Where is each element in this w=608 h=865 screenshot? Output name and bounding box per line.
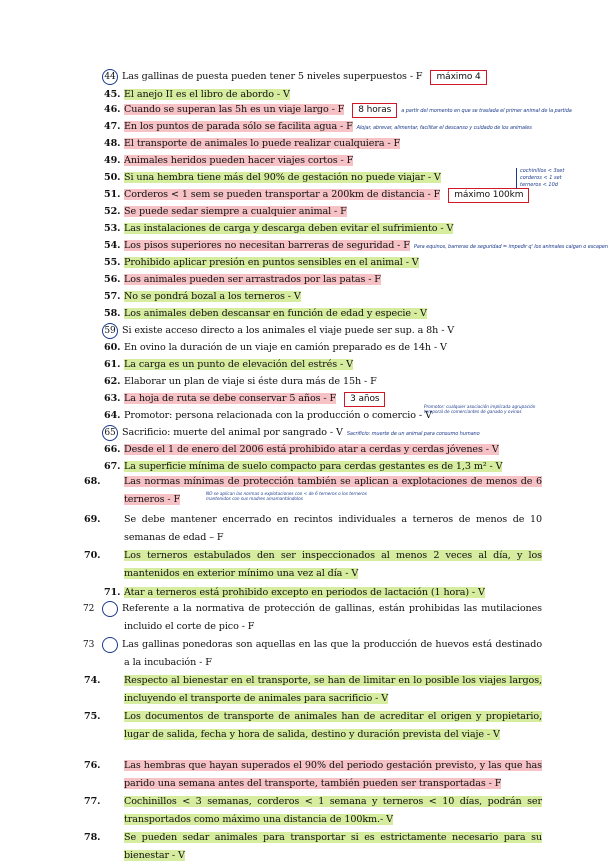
handwritten-note: NO se aplican las normas a explotaciones con < de 6 terneros o los terneros mantenidos con sus madres amamantándolos [206,491,367,501]
question-53: 53. Las instalaciones de carga y descarga deben evitar el sufrimiento - V [104,223,454,234]
question-text: Se puede sedar siempre a cualquier animal - F [124,206,347,217]
question-text: Cochinillos < 3 semanas, corderos < 1 semana y terneros < 10 días, podrán ser transportados como máximo una distancia de 100km.- V [124,796,542,825]
answer-box: máximo 100km [448,188,529,203]
question-77: 77. Cochinillos < 3 semanas, corderos < 1 semana y terneros < 10 días, podrán ser transportados como máximo una distancia de 100km.- V [84,796,542,825]
question-text: Los terneros estabulados den ser inspeccionados al menos 2 veces al día, y los mantenidos en exterior mínimo una vez al día - V [124,550,542,579]
question-48: 48. El transporte de animales lo puede realizar cualquiera - F [104,138,401,149]
question-54: 54. Los pisos superiores no necesitan barreras de seguridad - F Para equinos, barreras de seguridad = impedir q' los animales caigan o escapen [104,240,608,251]
question-text: Si existe acceso directo a los animales el viaje puede ser sup. a 8h - V [122,325,455,336]
question-text: Se debe mantener encerrado en recintos individuales a terneros de menos de 10 semanas de edad – F [124,514,542,543]
question-text: Se pueden sedar animales para transportar si es estrictamente necesario para su bienestar - V [124,832,542,861]
question-75: 75. Los documentos de transporte de animales han de acreditar el origen y propietario, lugar de salida, fecha y hora de salida, destino y duración prevista del viaje - V [84,711,542,740]
question-56: 56. Los animales pueden ser arrastrados por las patas - F [104,274,381,285]
question-46: 46. Cuando se superan las 5h es un viaje largo - F 8 horas a partir del momento en que se traslada el primer animal de la partida [104,101,522,118]
question-text: Corderos < 1 sem se pueden transportar a 200km de distancia - F [124,189,441,200]
handwritten-note: a partir del momento en que se traslada el primer animal de la partida [401,108,572,114]
question-text: Desde el 1 de enero del 2006 está prohibido atar a cerdas y cerdas jóvenes - V [124,444,499,455]
question-text: El transporte de animales lo puede realizar cualquiera - F [124,138,401,149]
question-62: 62. Elaborar un plan de viaje si éste dura más de 15h - F [104,376,377,387]
question-text: El anejo II es el libro de abordo - V [124,89,290,100]
question-text: Las instalaciones de carga y descarga deben evitar el sufrimiento - V [124,223,454,234]
circled-number: 65 [102,425,118,441]
question-text: Elaborar un plan de viaje si éste dura más de 15h - F [124,376,377,387]
question-text: La carga es un punto de elevación del estrés - V [124,359,353,370]
question-52: 52. Se puede sedar siempre a cualquier animal - F [104,206,347,217]
question-61: 61. La carga es un punto de elevación del estrés - V [104,359,353,370]
question-47: 47. En los puntos de parada sólo se facilita agua - F Alojar, abrevar, alimentar, facilitar el descanso y cuidado de los animales [104,121,532,132]
handwritten-note: Alojar, abrevar, alimentar, facilitar el descanso y cuidado de los animales [356,125,532,131]
question-text: Las hembras que hayan superados el 90% del periodo gestación previsto, y las que has parido una semana antes del transporte, también pueden ser transportadas - F [124,760,542,789]
question-69: 69. Se debe mantener encerrado en recintos individuales a terneros de menos de 10 semanas de edad – F [84,514,542,543]
question-58: 58. Los animales deben descansar en función de edad y especie - V [104,308,427,319]
handwritten-side-note: cochinillos < 3set corderos < 1 set terneros < 10d [516,168,590,189]
answer-box: 3 años [344,392,385,407]
handwritten-note: Promotor: cualquier asociación implicada agrupación temporal de comerciantes de ganado y ovinos [424,404,536,414]
question-text: Los animales deben descansar en función de edad y especie - V [124,308,427,319]
question-76: 76. Las hembras que hayan superados el 90% del periodo gestación previsto, y las que has parido una semana antes del transporte, también pueden ser transportadas - F [84,760,542,789]
answer-box: 8 horas [352,103,397,118]
question-59 [104,322,522,339]
question-68: 68. Las normas mínimas de protección también se aplican a explotaciones de menos de 6 terneros - F [84,476,542,505]
handwritten-note: Para equinos, barreras de seguridad = impedir q' los animales caigan o escapen [413,244,608,250]
question-text: Respecto al bienestar en el transporte, se han de limitar en lo posible los viajes largos, incluyendo el transporte de animales para sacrificio - V [124,675,542,704]
circled-number: 73 [102,637,118,653]
question-45: 45. El anejo II es el libro de abordo - V [104,89,290,100]
question-text: Los pisos superiores no necesitan barreras de seguridad - F [124,240,410,251]
question-64: 64. Promotor: persona relacionada con la producción o comercio - V [104,410,432,421]
question-57: 57. No se pondrá bozal a los terneros - V [104,291,301,302]
question-text: Los animales pueden ser arrastrados por las patas - F [124,274,381,285]
handwritten-note: Sacrificio: muerte de un animal para consumo humano [346,431,480,437]
question-text: Referente a la normativa de protección de gallinas, están prohibidas las mutilaciones incluido el corte de pico - F [122,603,542,632]
circled-number: 72 [102,601,118,617]
question-66: 66. Desde el 1 de enero del 2006 está prohibido atar a cerdas y cerdas jóvenes - V [104,444,499,455]
question-text: Promotor: persona relacionada con la producción o comercio - V [124,410,432,421]
question-text: Animales heridos pueden hacer viajes cortos - F [124,155,354,166]
question-73 [83,636,542,672]
question-text: Cuando se superan las 5h es un viaje largo - F [124,104,345,115]
question-text: Las normas mínimas de protección también se aplican a explotaciones de menos de 6 terneros - F [124,476,542,505]
question-70: 70. Los terneros estabulados den ser inspeccionados al menos 2 veces al día, y los mantenidos en exterior mínimo una vez al día - V [84,550,542,579]
question-51: 51. Corderos < 1 sem se pueden transportar a 200km de distancia - F máximo 100km [104,186,522,203]
question-60: 60. En ovino la duración de un viaje en camión preparado es de 14h - V [104,342,447,353]
question-49: 49. Animales heridos pueden hacer viajes cortos - F [104,155,354,166]
question-72 [83,600,542,636]
question-text: La superficie mínima de suelo compacto para cerdas gestantes es de 1,3 m² - V [124,461,503,472]
question-text: Si una hembra tiene más del 90% de gestación no puede viajar - V [124,172,441,183]
question-text: No se pondrá bozal a los terneros - V [124,291,301,302]
question-text: En los puntos de parada sólo se facilita agua - F [124,121,353,132]
question-71: 71. Atar a terneros está prohibido excepto en periodos de lactación (1 hora) - V [104,587,485,598]
question-67: 67. La superficie mínima de suelo compacto para cerdas gestantes es de 1,3 m² - V [104,461,503,472]
question-text: Los documentos de transporte de animales han de acreditar el origen y propietario, lugar de salida, fecha y hora de salida, destino y duración prevista del viaje - V [124,711,542,740]
answer-box: máximo 4 [430,70,486,85]
question-50: 50. Si una hembra tiene más del 90% de gestación no puede viajar - V [104,172,441,183]
question-text: Prohibido aplicar presión en puntos sensibles en el animal - V [124,257,419,268]
question-55: 55. Prohibido aplicar presión en puntos sensibles en el animal - V [104,257,419,268]
question-text: Atar a terneros está prohibido excepto en periodos de lactación (1 hora) - V [124,587,485,598]
question-63: 63. La hoja de ruta se debe conservar 5 años - F 3 años [104,390,522,407]
question-text: La hoja de ruta se debe conservar 5 años - F [124,393,337,404]
question-text: Las gallinas de puesta pueden tener 5 niveles superpuestos - F [122,71,423,82]
question-44 [104,68,522,85]
question-text: Sacrificio: muerte del animal por sangrado - V [122,427,343,438]
question-text: Las gallinas ponedoras son aquellas en las que la producción de huevos está destinado a la incubación - F [122,639,542,668]
question-text: En ovino la duración de un viaje en camión preparado es de 14h - V [124,342,447,353]
question-74: 74. Respecto al bienestar en el transporte, se han de limitar en lo posible los viajes largos, incluyendo el transporte de animales para sacrificio - V [84,675,542,704]
question-78: 78. Se pueden sedar animales para transportar si es estrictamente necesario para su bienestar - V [84,832,542,861]
question-65 [104,424,522,441]
circled-number: 59 [102,323,118,339]
circled-number: 44 [102,69,118,85]
